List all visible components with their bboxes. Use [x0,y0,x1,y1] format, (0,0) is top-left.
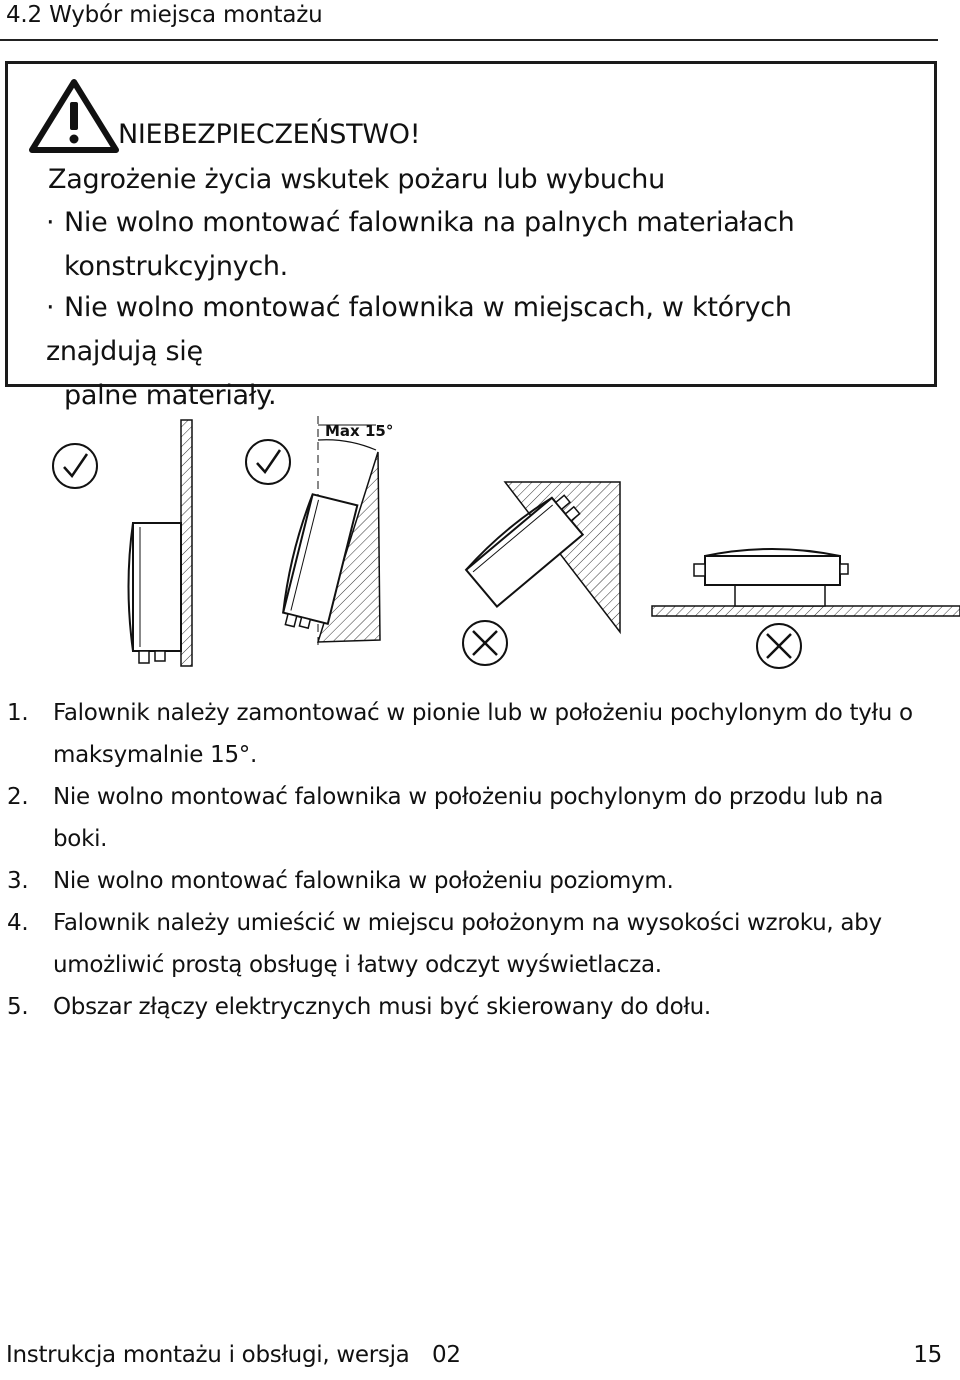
horizontal-mount-figure [652,549,960,616]
list-item-number: 1. [7,700,29,726]
warning-bullet [46,201,906,289]
section-title: 4.2 Wybór miejsca montażu [6,2,323,28]
list-item-number: 2. [7,784,29,810]
cross-icon [757,624,801,668]
title-divider [0,39,938,41]
max-angle-label: Max 15° [325,422,394,440]
warning-bullet-line: Nie wolno montować falownika na palnych materiałach [64,207,795,238]
instructions-list [0,692,940,1028]
list-item-text: Falownik należy zamontować w pionie lub w położeniu pochylonym do tyłu o maksymalnie 15°. [53,700,913,768]
list-item-number: 3. [7,868,29,894]
page-footer [6,1342,942,1368]
tilted-back-mount-figure [277,416,394,646]
warning-box [5,61,937,411]
list-item [0,902,940,986]
cross-icon [463,621,507,665]
vertical-mount-figure [129,420,193,666]
bullet-dot: · [46,207,55,238]
list-item-text: Falownik należy umieścić w miejscu położonym na wysokości wzroku, aby umożliwić prostą obsługę i łatwy odczyt wyświetlacza. [53,910,882,978]
list-item-text: Nie wolno montować falownika w położeniu poziomym. [53,868,674,894]
warning-bullet-line: Nie wolno montować falownika w miejscach, w których znajdują się [46,292,792,367]
list-item-text: Nie wolno montować falownika w położeniu pochylonym do przodu lub na boki. [53,784,884,852]
manual-version: 02 [432,1342,461,1368]
list-item [0,986,940,1028]
warning-bullet-line: palne materiały. [64,380,277,411]
tilted-forward-mount-figure [464,482,620,632]
warning-heading: NIEBEZPIECZEŃSTWO! [118,119,421,150]
list-item [0,860,940,902]
list-item-text: Obszar złączy elektrycznych musi być skierowany do dołu. [53,994,711,1020]
warning-bullet-line: konstrukcyjnych. [64,251,288,282]
list-item [0,692,940,776]
list-item-number: 4. [7,910,29,936]
mounting-positions-illustration [0,410,960,680]
list-item-number: 5. [7,994,29,1020]
warning-triangle-icon [28,76,120,154]
warning-subtitle: Zagrożenie życia wskutek pożaru lub wybuchu [48,164,665,195]
bullet-dot: · [46,292,55,323]
page-number: 15 [913,1342,942,1368]
check-icon [53,444,97,488]
manual-title: Instrukcja montażu i obsługi, wersja [6,1342,410,1368]
check-icon [246,440,290,484]
warning-bullet [46,286,906,418]
list-item [0,776,940,860]
